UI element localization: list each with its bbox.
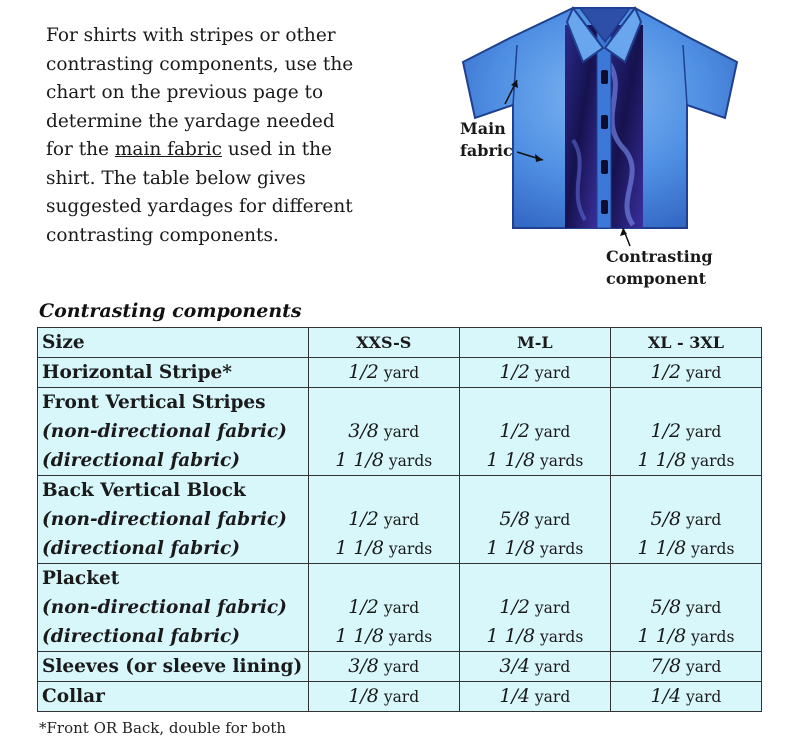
cell-value: 1/2 yard 1 1/8 yards bbox=[459, 564, 610, 652]
intro-line bbox=[46, 136, 376, 165]
cell-value: 1/4 yard bbox=[459, 682, 610, 712]
label-line: Main bbox=[460, 119, 506, 138]
row-label: Collar bbox=[38, 682, 309, 712]
table-row bbox=[38, 564, 762, 652]
intro-line: suggested yardages for different bbox=[46, 196, 353, 217]
intro-line: determine the yardage needed bbox=[46, 110, 335, 132]
cell-value: 5/8 yard 1 1/8 yards bbox=[610, 564, 761, 652]
footnote: *Front OR Back, double for both bbox=[39, 719, 287, 737]
cell-value: 3/8 yard bbox=[308, 652, 459, 682]
cell-value: 5/8 yard 1 1/8 yards bbox=[459, 476, 610, 564]
cell-value: 1/8 yard bbox=[308, 682, 459, 712]
label-line: Contrasting bbox=[606, 247, 713, 266]
intro-line: contrasting components, use the bbox=[46, 53, 354, 75]
intro-text: for the bbox=[46, 139, 115, 160]
intro-line: chart on the previous page to bbox=[46, 82, 324, 103]
yardage-table bbox=[37, 327, 762, 712]
cell-value: 1/2 yard bbox=[308, 358, 459, 388]
row-label: Sleeves (or sleeve lining) bbox=[38, 652, 309, 682]
cell-value: 3/8 yard 1 1/8 yards bbox=[308, 388, 459, 476]
cell-value: 1/2 yard bbox=[459, 358, 610, 388]
cell-value: 7/8 yard bbox=[610, 652, 761, 682]
row-label: Horizontal Stripe* bbox=[38, 358, 309, 388]
table-row bbox=[38, 476, 762, 564]
button bbox=[601, 200, 608, 214]
cell-value: 3/4 yard bbox=[459, 652, 610, 682]
button bbox=[601, 115, 608, 129]
cell-value: 1/2 yard 1 1/8 yards bbox=[308, 564, 459, 652]
intro-line: shirt. The table below gives bbox=[46, 167, 306, 189]
header-size: Size bbox=[38, 328, 309, 358]
header-xxs-s: XXS-S bbox=[308, 328, 459, 358]
table-row bbox=[38, 388, 762, 476]
table-row bbox=[38, 358, 762, 388]
header-m-l: M-L bbox=[459, 328, 610, 358]
label-line: component bbox=[606, 269, 707, 288]
table-header-row bbox=[38, 328, 762, 358]
row-label: Placket (non-directional fabric) (directional fabric) bbox=[38, 564, 309, 652]
intro-paragraph bbox=[46, 22, 376, 250]
label-line: fabric bbox=[460, 141, 513, 160]
intro-line: contrasting components. bbox=[46, 224, 279, 246]
button bbox=[601, 70, 608, 84]
row-label: Back Vertical Block (non-directional fabric) (directional fabric) bbox=[38, 476, 309, 564]
table-title: Contrasting components bbox=[39, 300, 302, 322]
main-fabric-label bbox=[460, 118, 513, 162]
table-row bbox=[38, 652, 762, 682]
cell-value: 1/4 yard bbox=[610, 682, 761, 712]
cell-value: 1/2 yard 1 1/8 yards bbox=[610, 388, 761, 476]
cell-value: 5/8 yard 1 1/8 yards bbox=[610, 476, 761, 564]
header-xl-3xl: XL - 3XL bbox=[610, 328, 761, 358]
intro-line: For shirts with stripes or other bbox=[46, 25, 336, 46]
contrasting-component-label bbox=[606, 246, 713, 290]
table-row bbox=[38, 682, 762, 712]
cell-value: 1/2 yard bbox=[610, 358, 761, 388]
button bbox=[601, 160, 608, 174]
row-label: Front Vertical Stripes (non-directional fabric) (directional fabric) bbox=[38, 388, 309, 476]
cell-value: 1/2 yard 1 1/8 yards bbox=[308, 476, 459, 564]
intro-text: used in the bbox=[222, 139, 332, 160]
main-fabric-term: main fabric bbox=[114, 139, 223, 160]
cell-value: 1/2 yard 1 1/8 yards bbox=[459, 388, 610, 476]
